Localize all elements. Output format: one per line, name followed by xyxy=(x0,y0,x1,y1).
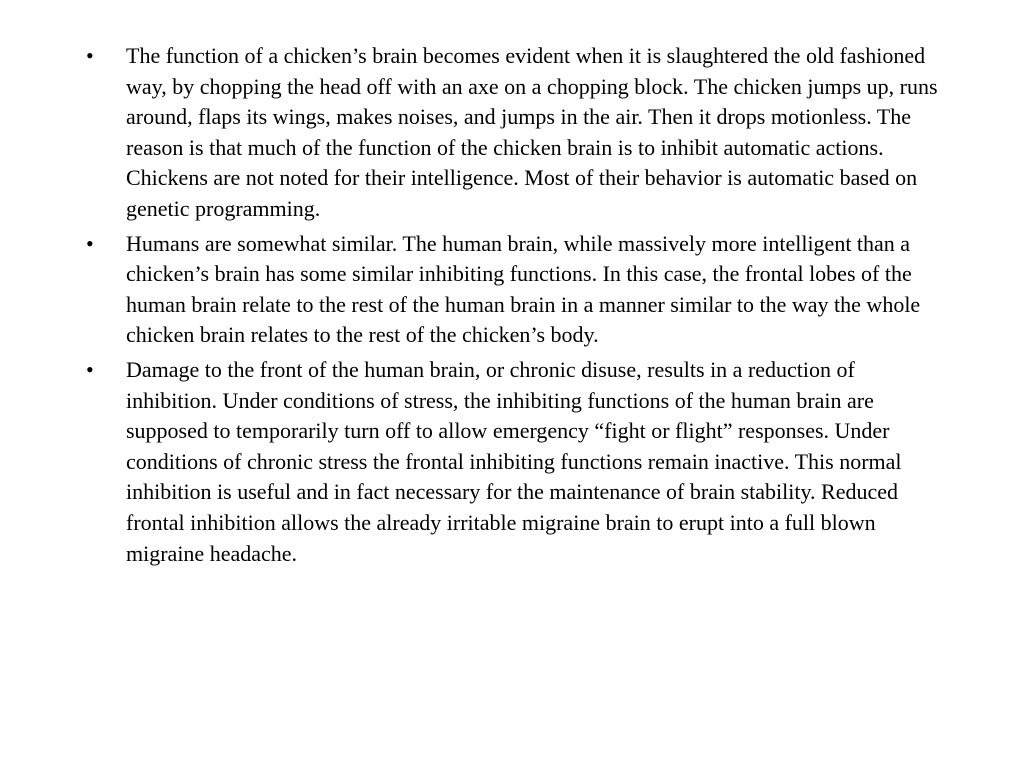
bullet-item-frontal-inhibition xyxy=(86,355,946,569)
bullet-item-human-brain xyxy=(86,229,946,351)
bullet-icon: • xyxy=(86,43,94,68)
bullet-text: Damage to the front of the human brain, or chronic disuse, results in a reduction of inhibition. Under conditions of stress, the inhibiting functions of the human brain are supposed to temporarily turn off to allow emergency “fight or flight” responses. Under conditions of chronic stress the frontal inhibiting functions remain inactive. This normal inhibition is useful and in fact necessary for the maintenance of brain stability. Reduced frontal inhibition allows the already irritable migraine brain to erupt into a full blown migraine headache. xyxy=(126,356,902,566)
bullet-list xyxy=(86,41,946,573)
bullet-text: The function of a chicken’s brain becomes evident when it is slaughtered the old fashioned way, by chopping the head off with an axe on a chopping block. The chicken jumps up, runs around, flaps its wings, makes noises, and jumps in the air. Then it drops motionless. The reason is that much of the function of the chicken brain is to inhibit automatic actions. Chickens are not noted for their intelligence. Most of their behavior is automatic based on genetic programming. xyxy=(126,43,938,221)
bullet-item-chicken-brain xyxy=(86,41,946,225)
bullet-icon: • xyxy=(86,356,94,382)
bullet-text: Humans are somewhat similar. The human brain, while massively more intelligent than a chicken’s brain has some similar inhibiting functions. In this case, the frontal lobes of the human brain relate to the rest of the human brain in a manner similar to the way the whole chicken brain relates to the rest of the chicken’s body. xyxy=(126,230,921,348)
bullet-icon: • xyxy=(86,230,94,256)
